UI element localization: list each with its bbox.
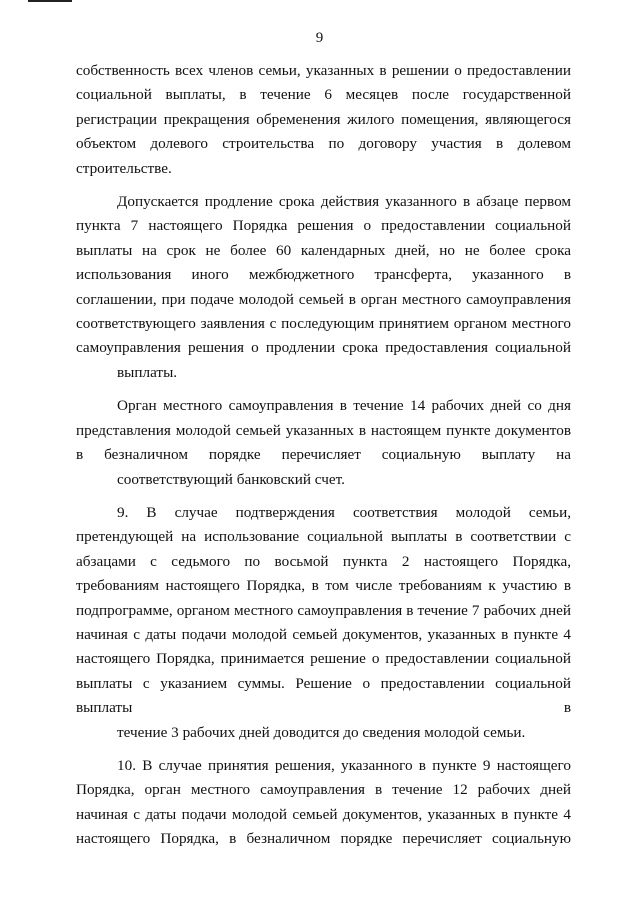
- text-line: объектом долевого строительства по договору участия в долевом: [76, 135, 571, 153]
- text-line: органом местного самоуправления в течение 7 рабочих дней начиная с даты: [76, 601, 571, 643]
- text-line: Орган местного самоуправления в течение 14 рабочих дней со дня: [117, 397, 571, 415]
- text-line-last: строительстве.: [76, 159, 172, 177]
- page-number: 9: [315, 30, 324, 46]
- paragraph-transfer: [76, 394, 571, 492]
- document-body: [76, 59, 571, 852]
- top-edge-mark: [28, 0, 72, 2]
- text-line: настоящего Порядка, в безналичном порядке перечисляет социальную: [76, 830, 571, 848]
- text-line: Порядка, принимается решение о предоставлении социальной выплаты с: [76, 650, 572, 692]
- text-line-last: соответствующий банковский счет.: [117, 470, 345, 488]
- text-line: в безналичном порядке перечисляет социальную выплату на: [76, 446, 571, 464]
- paragraph-extension: [76, 190, 571, 385]
- text-line: социальной выплаты, в течение 6 месяцев после государственной: [76, 86, 571, 104]
- text-line: соглашении, при подаче молодой семьей в орган местного самоуправления: [76, 290, 571, 308]
- paragraph-item-10: [76, 754, 571, 852]
- text-line-last: выплаты.: [117, 363, 178, 381]
- text-line: Допускается продление срока действия указанного в абзаце первом: [117, 193, 571, 211]
- text-line: пункта 7 настоящего Порядка решения о предоставлении социальной: [76, 217, 571, 235]
- text-line: представления молодой семьей указанных в настоящем пункте документов: [76, 421, 571, 439]
- text-line: настоящего Порядка, в том числе требованиям к участию в подпрограмме,: [76, 577, 571, 619]
- text-line: начиная с даты подачи молодой семьей документов, указанных в пункте 4: [76, 805, 571, 823]
- text-line: 9. В случае подтверждения соответствия молодой семьи,: [117, 503, 571, 521]
- text-line: указанием суммы. Решение о предоставлении социальной выплаты в: [76, 674, 572, 717]
- paragraph-ownership-continuation: [76, 59, 571, 181]
- text-line: 10. В случае принятия решения, указанного в пункте 9 настоящего: [117, 756, 571, 774]
- paragraph-item-9: [76, 501, 571, 745]
- text-line: подачи молодой семьей документов, указанных в пункте 4 настоящего: [76, 625, 571, 668]
- text-line: абзацами с седьмого по восьмой пункта 2 настоящего Порядка, требованиям: [76, 552, 571, 595]
- text-line: претендующей на использование социальной выплаты в соответствии с: [76, 528, 571, 546]
- text-line: соответствующего заявления с последующим принятием органом местного: [76, 315, 571, 333]
- text-line: Порядка, орган местного самоуправления в течение 12 рабочих дней: [76, 781, 571, 799]
- text-line: выплаты на срок не более 60 календарных дней, но не более срока: [76, 241, 571, 259]
- text-line: использования иного межбюджетного трансферта, указанного в: [76, 266, 571, 284]
- text-line: регистрации прекращения обременения жилого помещения, являющегося: [76, 110, 571, 128]
- text-line: самоуправления решения о продлении срока предоставления социальной: [76, 339, 571, 357]
- text-line-last: течение 3 рабочих дней доводится до сведения молодой семьи.: [117, 723, 526, 741]
- text-line: собственность всех членов семьи, указанных в решении о предоставлении: [76, 62, 571, 79]
